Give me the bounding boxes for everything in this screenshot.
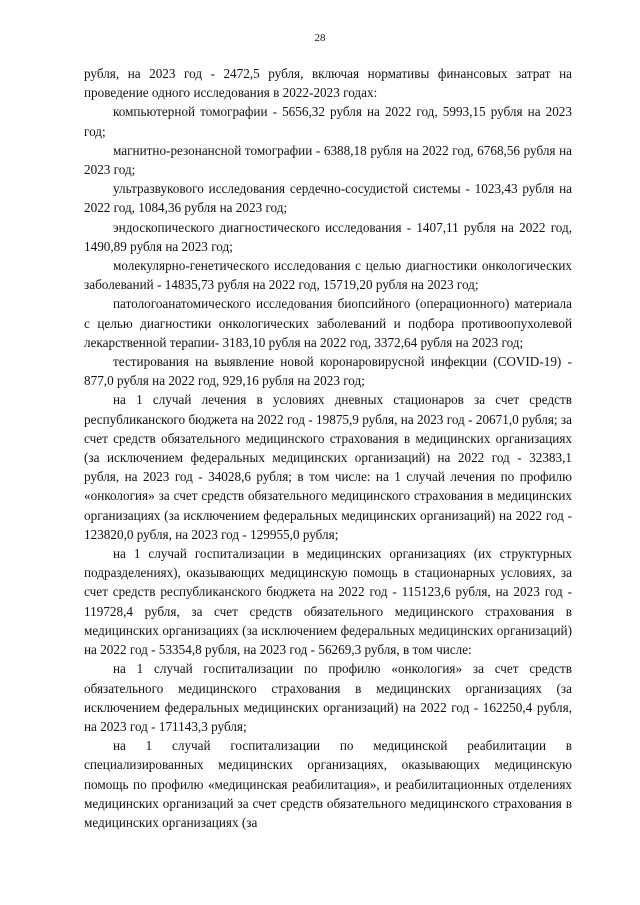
paragraph-lead-in: рубля, на 2023 год - 2472,5 рубля, включая нормативы финансовых затрат на проведение одного исследования в 2022-2023 годах:: [84, 66, 572, 101]
page-number: 28: [314, 32, 326, 44]
paragraph-computed-tomography: компьютерной томографии - 5656,32 рубля на 2022 год, 5993,15 рубля на 2023 год;: [84, 104, 572, 139]
paragraph-mri: магнитно-резонансной томографии - 6388,18 рубля на 2022 год, 6768,56 рубля на 2023 год;: [84, 142, 572, 178]
paragraph-rehabilitation: на 1 случай госпитализации по медицинской реабилитации в специализированных медицинских организациях, оказывающих медицинскую помощь по профилю «медицинская реабилитация», и реабилитационных отделениях медицинских организаций за счет средств обязательного медицинского страхования в медицинских организациях (за: [84, 738, 572, 830]
paragraph-pathology: патологоанатомического исследования биопсийного (операционного) материала с целью диагностики онкологических заболеваний и подбора противоопухолевой лекарственной терапии- 3183,10 рубля на 2022 год, 3372,64 рубля на 2023 год;: [84, 296, 572, 350]
paragraph-oncology-hospitalization: на 1 случай госпитализации по профилю «онкология» за счет средств обязательного медицинского страхования в медицинских организациях (за исключением федеральных медицинских организаций) на 2022 год - 162250,4 рубля, на 2023 год - 171143,3 рубля;: [84, 661, 572, 734]
paragraph-endoscopy: эндоскопического диагностического исследования - 1407,11 рубля на 2022 год, 1490,89 рубля на 2023 год;: [84, 219, 572, 254]
paragraph-hospitalization: на 1 случай госпитализации в медицинских организациях (их структурных подразделениях), оказывающих медицинскую помощь в стационарных условиях, за счет средств республиканского бюджета на 2022 год - 115123,6 рубля, на 2023 год - 119728,4 рубля, за счет средств обязательного медицинского страхования в медицинских организациях (за исключением федеральных медицинских организаций) на 2022 год - 53354,8 рубля, на 2023 год - 56269,3 рубля, в том числе:: [84, 546, 572, 658]
paragraph-covid-testing: тестирования на выявление новой коронаровирусной инфекции (COVID-19) - 877,0 рубля на 2022 год, 929,16 рубля на 2023 год;: [84, 354, 572, 389]
paragraph-day-hospital: на 1 случай лечения в условиях дневных стационаров за счет средств республиканского бюджета на 2022 год - 19875,9 рубля, на 2023 год - 20671,0 рубля; за счет средств обязательного медицинского страхования в медицинских организациях (за исключением федеральных медицинских организаций) на 2022 год - 32383,1 рубля, на 2023 год - 34028,6 рубля; в том числе: на 1 случай лечения по профилю «онкология» за счет средств обязательного медицинского страхования в медицинских организациях (за исключением федеральных медицинских организаций) на 2022 год - 123820,0 рубля, на 2023 год - 129955,0 рубля;: [84, 392, 572, 542]
paragraph-molecular-genetic: молекулярно-генетического исследования с целью диагностики онкологических заболеваний - 14835,73 рубля на 2022 год, 15719,20 рубля на 2023 год;: [84, 258, 572, 293]
document-body: [84, 64, 572, 832]
paragraph-ultrasound: ультразвукового исследования сердечно-сосудистой системы - 1023,43 рубля на 2022 год, 1084,36 рубля на 2023 год;: [84, 181, 572, 216]
